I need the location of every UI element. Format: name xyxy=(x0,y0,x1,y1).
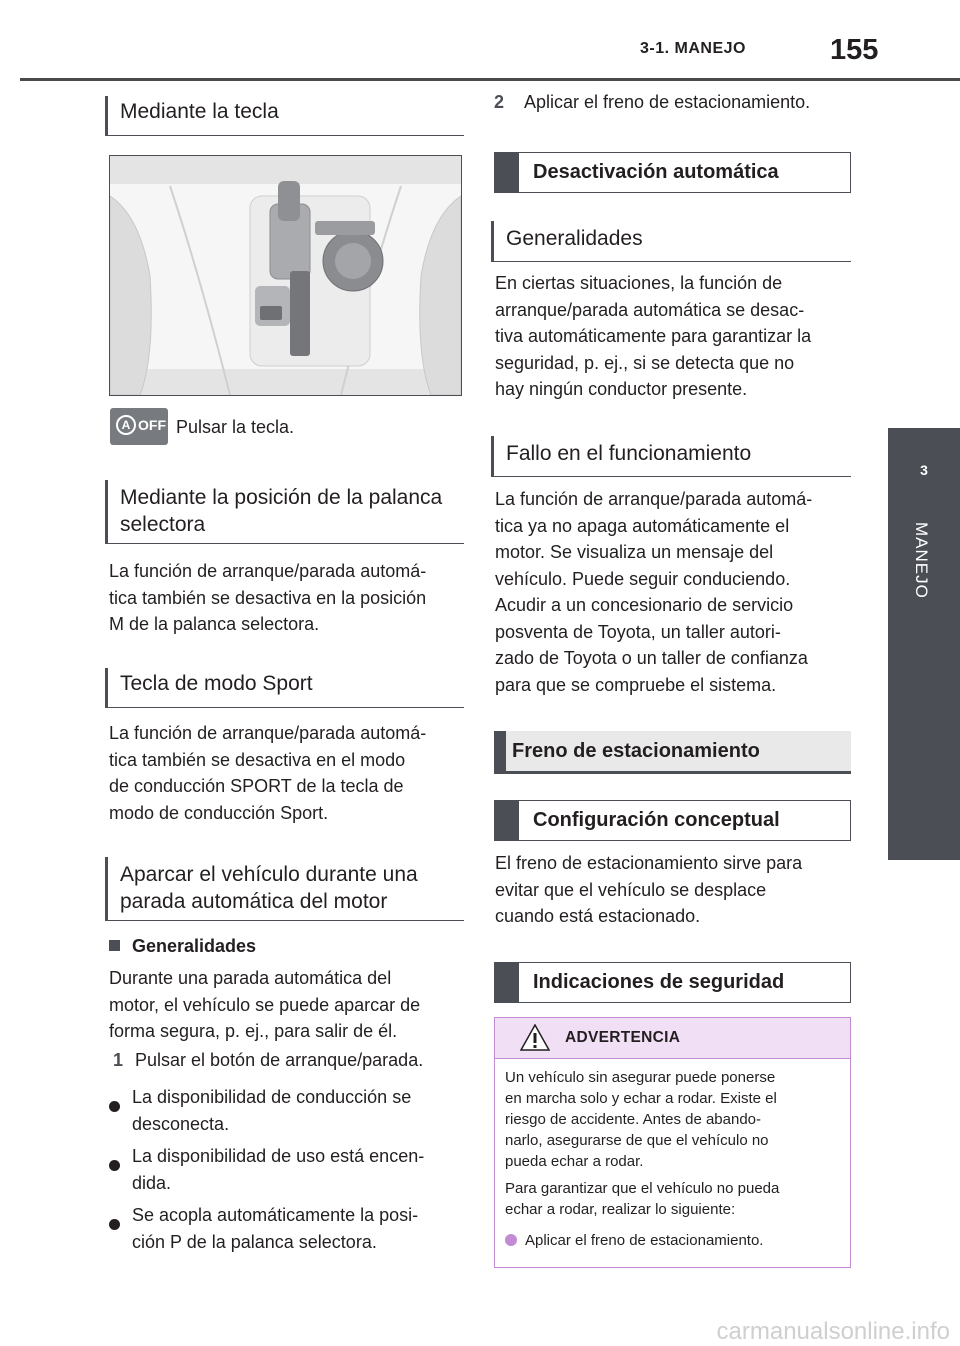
warning-line: Para garantizar que el vehículo no pueda xyxy=(505,1180,780,1197)
paragraph-line: cuando está estacionado. xyxy=(495,906,701,926)
paragraph-sport xyxy=(109,720,464,826)
warning-line: riesgo de accidente. Antes de abando- xyxy=(505,1111,762,1128)
paragraph-line: de conducción SPORT de la tecla de xyxy=(109,776,404,796)
section-bar xyxy=(495,153,519,192)
warning-title: ADVERTENCIA xyxy=(565,1029,681,1046)
running-header-section: 3-1. MANEJO xyxy=(640,40,746,57)
paragraph-line: El freno de estacionamiento sirve para xyxy=(495,853,803,873)
section-title: Indicaciones de seguridad xyxy=(533,971,785,993)
list-item xyxy=(109,1143,464,1196)
step-2 xyxy=(494,89,810,116)
bullet-icon xyxy=(109,1101,120,1112)
heading-aparcar: Aparcar el vehículo durante una parada automática del motor xyxy=(105,857,464,921)
bullet-icon xyxy=(109,1160,120,1171)
paragraph-line: vehículo. Puede seguir conduciendo. xyxy=(495,568,791,589)
warning-line: narlo, asegurarse de que el vehículo no xyxy=(505,1132,769,1149)
bullet-icon xyxy=(505,1234,517,1246)
generalidades-subheading xyxy=(109,933,256,960)
warning-line: en marcha solo y echar a rodar. Existe el xyxy=(505,1090,777,1107)
section-bar xyxy=(495,963,519,1002)
list-item-line: ción P de la palanca selectora. xyxy=(132,1231,377,1252)
bullet-list xyxy=(109,1084,464,1255)
list-item-line: Se acopla automáticamente la posi- xyxy=(132,1205,419,1225)
chapter-tab-number: 3 xyxy=(920,462,928,478)
heading-mediante-tecla: Mediante la tecla xyxy=(105,96,464,136)
paragraph-line: zado de Toyota o un taller de confianza xyxy=(495,648,808,668)
list-item-line: desconecta. xyxy=(132,1113,230,1134)
section-desactivacion xyxy=(494,152,851,193)
paragraph-line: tiva automáticamente para garantizar la xyxy=(495,326,812,346)
heading-fallo: Fallo en el funcionamiento xyxy=(491,436,851,477)
warning-line: echar a rodar, realizar lo siguiente: xyxy=(505,1201,736,1218)
warning-paragraph-1 xyxy=(505,1067,840,1172)
page-number: 155 xyxy=(830,34,879,66)
step-number: 2 xyxy=(494,92,505,112)
section-configuracion xyxy=(494,800,851,841)
center-console-drawing xyxy=(110,156,461,395)
square-bullet-icon xyxy=(109,940,120,951)
paragraph-line: La función de arranque/parada automá- xyxy=(109,561,427,581)
paragraph-line: La función de arranque/parada automá- xyxy=(495,489,813,509)
pulsar-tecla-text: Pulsar la tecla. xyxy=(176,417,295,437)
paragraph-line: seguridad, p. ej., si se detecta que no xyxy=(495,352,795,373)
section-bar xyxy=(495,801,519,840)
step-number: 1 xyxy=(113,1050,124,1070)
warning-line: pueda echar a rodar. xyxy=(505,1153,644,1170)
paragraph-line: motor. Se visualiza un mensaje del xyxy=(495,542,774,562)
heading-generalidades: Generalidades xyxy=(491,221,851,262)
bullet-icon xyxy=(109,1219,120,1230)
section-title: Configuración conceptual xyxy=(533,809,780,831)
paragraph-line: forma segura, p. ej., para salir de él. xyxy=(109,1021,398,1041)
paragraph-line: tica ya no apaga automáticamente el xyxy=(495,515,790,536)
auto-start-stop-off-button xyxy=(110,408,168,445)
warning-bullet-text: Aplicar el freno de estacionamiento. xyxy=(525,1232,764,1249)
paragraph-line: arranque/parada automática se desac- xyxy=(495,299,805,320)
list-item-line: La disponibilidad de uso está encen- xyxy=(132,1146,425,1166)
watermark: carmanualsonline.info xyxy=(716,1318,950,1345)
auto-a-icon: A xyxy=(116,415,136,435)
heading-modo-sport: Tecla de modo Sport xyxy=(105,668,464,708)
paragraph-line: La función de arranque/parada automá- xyxy=(109,723,427,743)
warning-body xyxy=(495,1059,850,1251)
paragraph-line: Durante una parada automática del xyxy=(109,968,392,988)
step-text: Pulsar el botón de arranque/parada. xyxy=(135,1050,424,1070)
chapter-tab-label: MANEJO xyxy=(912,522,931,599)
paragraph-fallo xyxy=(495,486,851,698)
warning-line: Un vehículo sin asegurar puede ponerse xyxy=(505,1069,776,1086)
paragraph-config xyxy=(495,850,851,930)
paragraph-line: modo de conducción Sport. xyxy=(109,802,329,823)
chapter-tab xyxy=(888,428,960,860)
center-console-illustration xyxy=(109,155,462,396)
warning-triangle-icon xyxy=(520,1024,550,1051)
paragraph-line: En ciertas situaciones, la función de xyxy=(495,273,783,293)
paragraph-generalidades xyxy=(109,965,464,1045)
section-title: Freno de estacionamiento xyxy=(512,739,760,762)
paragraph-line: hay ningún conductor presente. xyxy=(495,379,748,399)
warning-box xyxy=(494,1017,851,1268)
paragraph-line: Acudir a un concesionario de servicio xyxy=(495,595,794,615)
warning-paragraph-2 xyxy=(505,1178,840,1220)
section-indicaciones xyxy=(494,962,851,1003)
section-bar xyxy=(494,731,506,771)
paragraph-line: M de la palanca selectora. xyxy=(109,614,320,634)
list-item xyxy=(109,1084,464,1137)
warning-bullet xyxy=(505,1230,840,1251)
heading-posicion-palanca: Mediante la posición de la palanca selectora xyxy=(105,480,464,544)
section-freno-estacionamiento xyxy=(494,731,851,774)
generalidades-label: Generalidades xyxy=(132,936,257,956)
header-divider xyxy=(20,78,960,81)
paragraph-line: tica también se desactiva en la posición xyxy=(109,587,427,608)
paragraph-line: evitar que el vehículo se desplace xyxy=(495,879,767,900)
list-item xyxy=(109,1202,464,1255)
section-title: Desactivación automática xyxy=(533,161,779,183)
paragraph-generalidades-right xyxy=(495,270,851,403)
list-item-line: dida. xyxy=(132,1172,172,1193)
paragraph-line: posventa de Toyota, un taller autori- xyxy=(495,621,781,642)
list-item-line: La disponibilidad de conducción se xyxy=(132,1087,412,1107)
paragraph-posicion xyxy=(109,558,464,638)
button-off-label: OFF xyxy=(138,417,166,433)
paragraph-line: tica también se desactiva en el modo xyxy=(109,749,406,770)
step-text: Aplicar el freno de estacionamiento. xyxy=(524,92,811,112)
paragraph-line: para que se compruebe el sistema. xyxy=(495,674,777,695)
step-1 xyxy=(113,1047,423,1074)
paragraph-line: motor, el vehículo se puede aparcar de xyxy=(109,994,421,1015)
warning-header xyxy=(495,1018,850,1059)
